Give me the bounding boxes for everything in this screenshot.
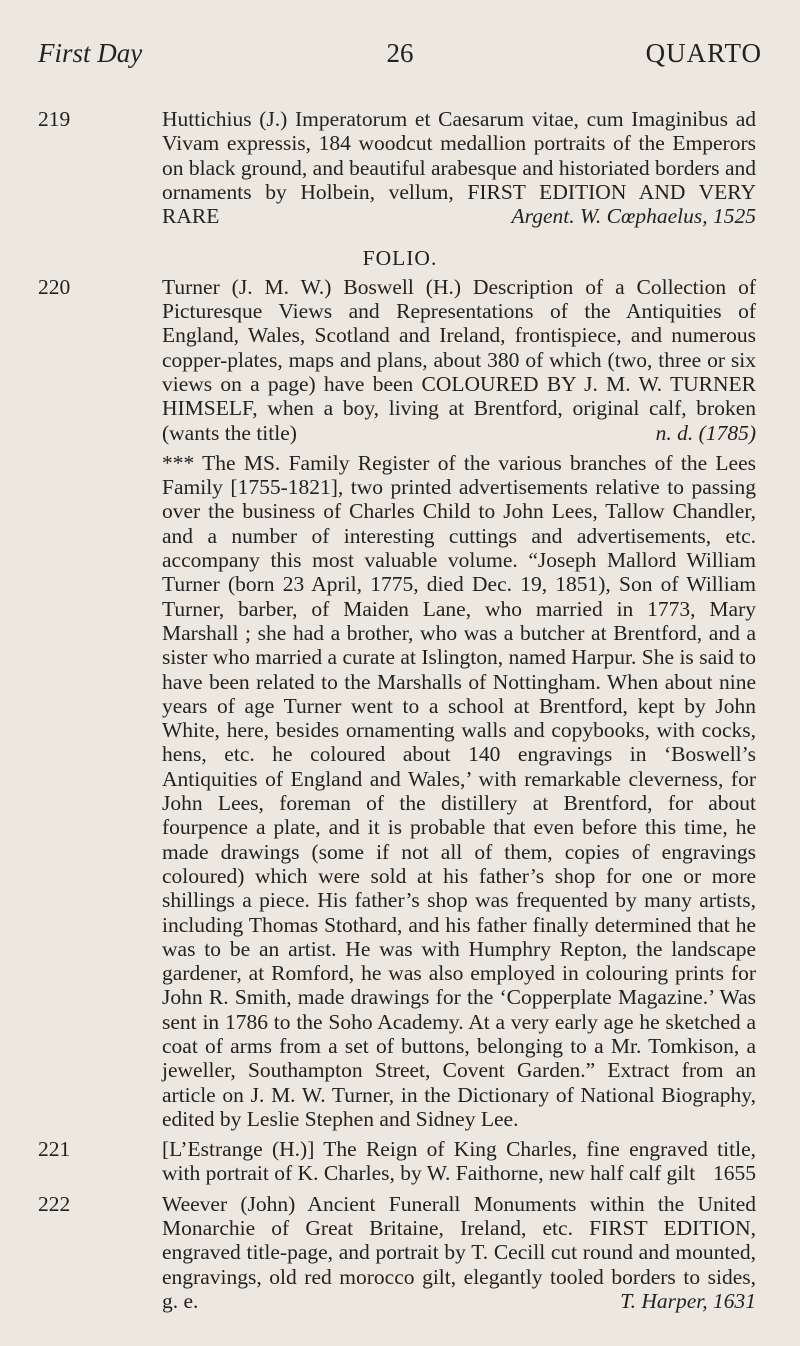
lot-text: Weever (John) Ancient Funerall Monuments within the United Monarchie of Great Britaine, Ireland, etc. FIRST EDITION, engraved title-page, and portrait by T. Cecill cut round and mounted, engravings, old red morocco gilt, elegantly tooled borders to sides, g. e. — [162, 1191, 756, 1313]
lot-text: Huttichius (J.) Imperatorum et Caesarum vitae, cum Imaginibus ad Vivam expressis, 184 woodcut medallion portraits of the Emperors on black ground, and beautiful arabesque and historiated borders and ornaments by Holbein, vellum, FIRST EDITION AND VERY RARE — [162, 107, 756, 229]
lot-description — [162, 107, 756, 228]
lot-number: 219 — [38, 107, 71, 131]
lot-text: Turner (J. M. W.) Boswell (H.) Description of a Collection of Picturesque Views and Representations of the Antiquities of England, Wales, Scotland and Ireland, frontispiece, and numerous copper-plates, maps and plans, about 380 of which (two, three or six views on a page) have been COLOURED BY J. M. W. TURNER HIMSELF, when a boy, living at Brentford, original calf, broken (wants the title) — [162, 274, 756, 445]
section-heading: FOLIO. — [362, 246, 438, 271]
lot-222 — [38, 1191, 756, 1313]
format-label: QUARTO — [645, 38, 762, 68]
lot-221 — [38, 1137, 756, 1186]
lot-description — [162, 275, 756, 445]
lot-220-note: *** The MS. Family Register of the various branches of the Lees Family [1755-1821], two printed advertisements relative to passing over the business of Charles Child to John Lees, Tallow Chandler, and a number of interesting cuttings and advertisements, etc. accompany this most valuable volume. “Joseph Mallord William Turner (born 23 April, 1775, died Dec. 19, 1851), Son of William Turner, barber, of Maiden Lane, who married in 1773, Mary Marshall ; she had a brother, who was a butcher at Brentford, and a sister who married a curate at Islington, named Harpur. She is said to have been related to the Marshalls of Nottingham. When about nine years of age Turner went to a school at Brentford, kept by John White, here, besides ornamenting walls and copybooks, with cocks, hens, etc. he coloured about 140 engravings in ‘Boswell’s Antiquities of England and Wales,’ with remarkable cleverness, for John Lees, foreman of the distillery at Brentford, for about fourpence a plate, and it is probable that even before this time, he made drawings (some if not all of them, copies of engravings coloured) which were sold at his father’s shop for one or more shillings a piece. His father’s shop was frequented by many artists, including Thomas Stothard, and his father finally determined that he was to be an artist. He was with Humphry Repton, the landscape gardener, at Romford, he was also employed in colouring prints for John R. Smith, made drawings for the ‘Copperplate Magazine.’ Was sent in 1786 to the Soho Academy. At a very early age he sketched a coat of arms from a set of buttons, belonging to a Mr. Tomkison, a jeweller, Southampton Street, Covent Garden.” Extract from an article on J. M. W. Turner, in the Dictionary of National Biography, edited by Leslie Stephen and Sidney Lee. — [162, 450, 756, 1131]
day-label: First Day — [38, 38, 143, 68]
lot-imprint: n. d. (1785) — [655, 420, 756, 445]
page-header — [38, 38, 762, 78]
lot-description — [162, 1192, 756, 1313]
lot-imprint: 1655 — [713, 1161, 756, 1186]
lot-219 — [38, 107, 756, 229]
lot-number: 221 — [38, 1137, 71, 1162]
lot-number: 220 — [38, 274, 71, 299]
lot-number: 222 — [38, 1191, 71, 1216]
lot-description — [162, 1137, 756, 1186]
lot-imprint: T. Harper, 1631 — [620, 1288, 756, 1313]
lot-text: [L’Estrange (H.)] The Reign of King Charles, fine engraved title, with portrait of K. Charles, by W. Faithorne, new half calf gilt — [162, 1137, 756, 1186]
page-number: 26 — [386, 38, 414, 68]
lot-imprint: Argent. W. Cœphaelus, 1525 — [511, 204, 756, 229]
lot-220 — [38, 274, 756, 445]
